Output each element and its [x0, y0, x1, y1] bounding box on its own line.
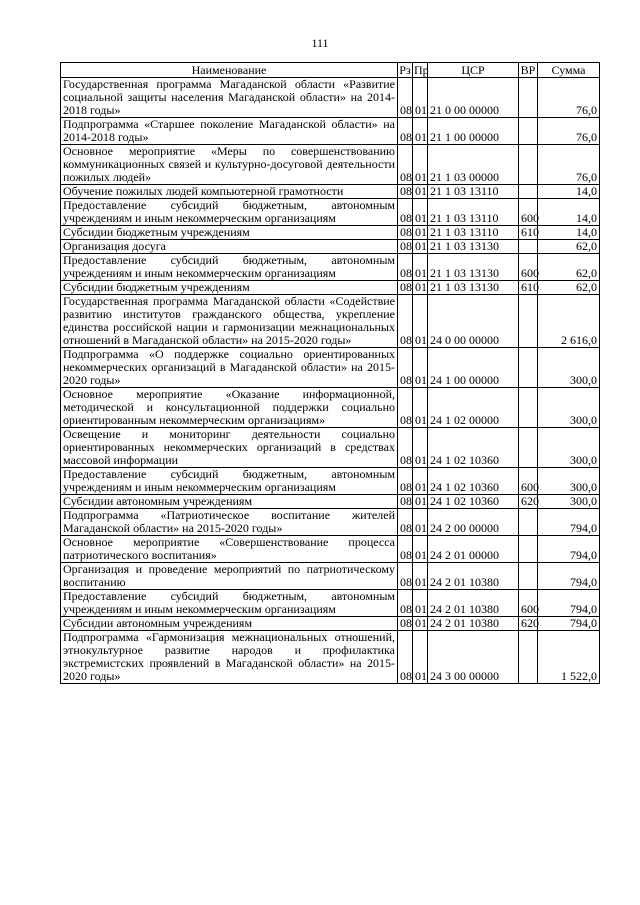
cell-name: Основное мероприятие «Меры по совершенствованию коммуникационных связей и культурно-досуговой деятельности пожилых людей» [61, 145, 398, 185]
cell-rz: 08 [398, 348, 413, 388]
table-row [61, 509, 600, 536]
cell-csr: 24 3 00 00000 [428, 631, 519, 684]
cell-vr [519, 118, 538, 145]
cell-rz: 08 [398, 295, 413, 348]
cell-amount: 62,0 [538, 281, 600, 295]
cell-name: Подпрограмма «Старшее поколение Магаданской области» на 2014-2018 годы» [61, 118, 398, 145]
cell-pr: 01 [413, 348, 428, 388]
cell-amount: 794,0 [538, 509, 600, 536]
cell-pr: 01 [413, 563, 428, 590]
table-row [61, 631, 600, 684]
cell-rz: 08 [398, 199, 413, 226]
table-row [61, 295, 600, 348]
cell-rz: 08 [398, 563, 413, 590]
cell-pr: 01 [413, 281, 428, 295]
cell-csr: 24 2 01 10380 [428, 617, 519, 631]
cell-csr: 24 1 02 00000 [428, 388, 519, 428]
cell-pr: 01 [413, 509, 428, 536]
cell-pr: 01 [413, 495, 428, 509]
cell-name: Подпрограмма «Гармонизация межнациональных отношений, этнокультурное развитие народов и профилактика экстремистских проявлений в Магаданской области» на 2015-2020 годы» [61, 631, 398, 684]
table-header-row [61, 63, 600, 78]
cell-rz: 08 [398, 226, 413, 240]
cell-name: Подпрограмма «Патриотическое воспитание жителей Магаданской области» на 2015-2020 годы» [61, 509, 398, 536]
cell-rz: 08 [398, 388, 413, 428]
cell-rz: 08 [398, 590, 413, 617]
header-name: Наименование [61, 63, 398, 78]
cell-pr: 01 [413, 199, 428, 226]
cell-pr: 01 [413, 254, 428, 281]
cell-vr: 610 [519, 226, 538, 240]
cell-amount: 62,0 [538, 254, 600, 281]
table-row [61, 536, 600, 563]
table-row [61, 185, 600, 199]
cell-amount: 1 522,0 [538, 631, 600, 684]
cell-amount: 300,0 [538, 495, 600, 509]
cell-csr: 24 2 01 10380 [428, 590, 519, 617]
table-row [61, 281, 600, 295]
cell-csr: 24 2 01 00000 [428, 536, 519, 563]
cell-vr [519, 240, 538, 254]
cell-name: Основное мероприятие «Совершенствование процесса патриотического воспитания» [61, 536, 398, 563]
cell-rz: 08 [398, 118, 413, 145]
table-row [61, 254, 600, 281]
cell-amount: 14,0 [538, 226, 600, 240]
cell-amount: 300,0 [538, 428, 600, 468]
cell-csr: 21 1 03 13110 [428, 185, 519, 199]
cell-amount: 14,0 [538, 185, 600, 199]
cell-csr: 24 0 00 00000 [428, 295, 519, 348]
cell-rz: 08 [398, 145, 413, 185]
cell-amount: 794,0 [538, 563, 600, 590]
cell-name: Предоставление субсидий бюджетным, автономным учреждениям и иным некоммерческим организациям [61, 254, 398, 281]
cell-rz: 08 [398, 281, 413, 295]
cell-name: Предоставление субсидий бюджетным, автономным учреждениям и иным некоммерческим организациям [61, 468, 398, 495]
cell-rz: 08 [398, 536, 413, 563]
cell-amount: 2 616,0 [538, 295, 600, 348]
cell-rz: 08 [398, 428, 413, 468]
cell-csr: 21 1 03 13130 [428, 254, 519, 281]
cell-vr [519, 563, 538, 590]
header-rz: Рз [399, 62, 411, 77]
cell-vr [519, 536, 538, 563]
table-body [61, 78, 600, 684]
cell-name: Субсидии автономным учреждениям [61, 495, 398, 509]
cell-pr: 01 [413, 388, 428, 428]
cell-rz: 08 [398, 495, 413, 509]
cell-name: Субсидии бюджетным учреждениям [61, 281, 398, 295]
cell-vr [519, 428, 538, 468]
cell-pr: 01 [413, 226, 428, 240]
cell-vr: 600 [519, 590, 538, 617]
table-row [61, 348, 600, 388]
cell-vr: 620 [519, 617, 538, 631]
cell-amount: 76,0 [538, 78, 600, 118]
table-row [61, 495, 600, 509]
cell-amount: 300,0 [538, 468, 600, 495]
cell-rz: 08 [398, 617, 413, 631]
cell-amount: 794,0 [538, 590, 600, 617]
cell-csr: 24 1 02 10360 [428, 428, 519, 468]
cell-csr: 21 1 00 00000 [428, 118, 519, 145]
cell-amount: 76,0 [538, 145, 600, 185]
cell-rz: 08 [398, 468, 413, 495]
cell-amount: 62,0 [538, 240, 600, 254]
header-amount: Сумма [538, 63, 600, 78]
table-row [61, 199, 600, 226]
cell-pr: 01 [413, 185, 428, 199]
cell-rz: 08 [398, 254, 413, 281]
header-vr: ВР [519, 63, 538, 78]
header-csr: ЦСР [428, 63, 519, 78]
cell-name: Основное мероприятие «Оказание информационной, методической и консультационной поддержки социально ориентированным некоммерческим организациям» [61, 388, 398, 428]
cell-pr: 01 [413, 536, 428, 563]
cell-csr: 21 1 03 13110 [428, 226, 519, 240]
cell-vr [519, 631, 538, 684]
cell-vr [519, 145, 538, 185]
cell-pr: 01 [413, 78, 428, 118]
cell-vr: 600 [519, 199, 538, 226]
cell-rz: 08 [398, 631, 413, 684]
cell-name: Подпрограмма «О поддержке социально ориентированных некоммерческих организаций в Магаданской области» на 2015-2020 годы» [61, 348, 398, 388]
cell-csr: 21 1 03 13130 [428, 281, 519, 295]
cell-vr [519, 509, 538, 536]
cell-pr: 01 [413, 590, 428, 617]
cell-pr: 01 [413, 240, 428, 254]
cell-rz: 08 [398, 240, 413, 254]
table-row [61, 428, 600, 468]
cell-amount: 794,0 [538, 536, 600, 563]
cell-csr: 24 1 02 10360 [428, 495, 519, 509]
cell-pr: 01 [413, 468, 428, 495]
cell-name: Государственная программа Магаданской области «Развитие социальной защиты населения Магаданской области» на 2014-2018 годы» [61, 78, 398, 118]
header-pr: Пр [414, 62, 429, 77]
cell-vr [519, 388, 538, 428]
table-row [61, 617, 600, 631]
cell-name: Обучение пожилых людей компьютерной грамотности [61, 185, 398, 199]
table-row [61, 118, 600, 145]
cell-vr [519, 185, 538, 199]
cell-name: Субсидии бюджетным учреждениям [61, 226, 398, 240]
cell-vr [519, 78, 538, 118]
cell-vr: 600 [519, 254, 538, 281]
cell-name: Субсидии автономным учреждениям [61, 617, 398, 631]
cell-pr: 01 [413, 631, 428, 684]
cell-amount: 300,0 [538, 348, 600, 388]
cell-name: Предоставление субсидий бюджетным, автономным учреждениям и иным некоммерческим организациям [61, 590, 398, 617]
cell-vr: 610 [519, 281, 538, 295]
cell-pr: 01 [413, 428, 428, 468]
cell-csr: 24 2 01 10380 [428, 563, 519, 590]
cell-amount: 300,0 [538, 388, 600, 428]
cell-csr: 24 1 02 10360 [428, 468, 519, 495]
budget-table [60, 62, 600, 684]
cell-pr: 01 [413, 617, 428, 631]
cell-name: Освещение и мониторинг деятельности социально ориентированных некоммерческих организаций в средствах массовой информации [61, 428, 398, 468]
table-row [61, 145, 600, 185]
cell-amount: 14,0 [538, 199, 600, 226]
cell-rz: 08 [398, 185, 413, 199]
cell-name: Организация досуга [61, 240, 398, 254]
cell-name: Предоставление субсидий бюджетным, автономным учреждениям и иным некоммерческим организациям [61, 199, 398, 226]
cell-rz: 08 [398, 78, 413, 118]
cell-csr: 21 1 03 13110 [428, 199, 519, 226]
table-row [61, 78, 600, 118]
table-row [61, 468, 600, 495]
cell-csr: 21 1 03 13130 [428, 240, 519, 254]
cell-name: Организация и проведение мероприятий по патриотическому воспитанию [61, 563, 398, 590]
cell-pr: 01 [413, 295, 428, 348]
table-row [61, 240, 600, 254]
cell-csr: 21 1 03 00000 [428, 145, 519, 185]
cell-pr: 01 [413, 145, 428, 185]
cell-csr: 24 1 00 00000 [428, 348, 519, 388]
cell-name: Государственная программа Магаданской области «Содействие развитию институтов гражданского общества, укрепление единства российской нации и гармонизации межнациональных отношений в Магаданской области» на 2015-2020 годы» [61, 295, 398, 348]
cell-pr: 01 [413, 118, 428, 145]
table-row [61, 388, 600, 428]
cell-amount: 76,0 [538, 118, 600, 145]
cell-csr: 21 0 00 00000 [428, 78, 519, 118]
cell-vr: 600 [519, 468, 538, 495]
cell-rz: 08 [398, 509, 413, 536]
cell-vr: 620 [519, 495, 538, 509]
table-row [61, 226, 600, 240]
cell-vr [519, 295, 538, 348]
table-row [61, 563, 600, 590]
cell-csr: 24 2 00 00000 [428, 509, 519, 536]
cell-vr [519, 348, 538, 388]
page-number: 111 [311, 36, 329, 50]
cell-amount: 794,0 [538, 617, 600, 631]
table-row [61, 590, 600, 617]
